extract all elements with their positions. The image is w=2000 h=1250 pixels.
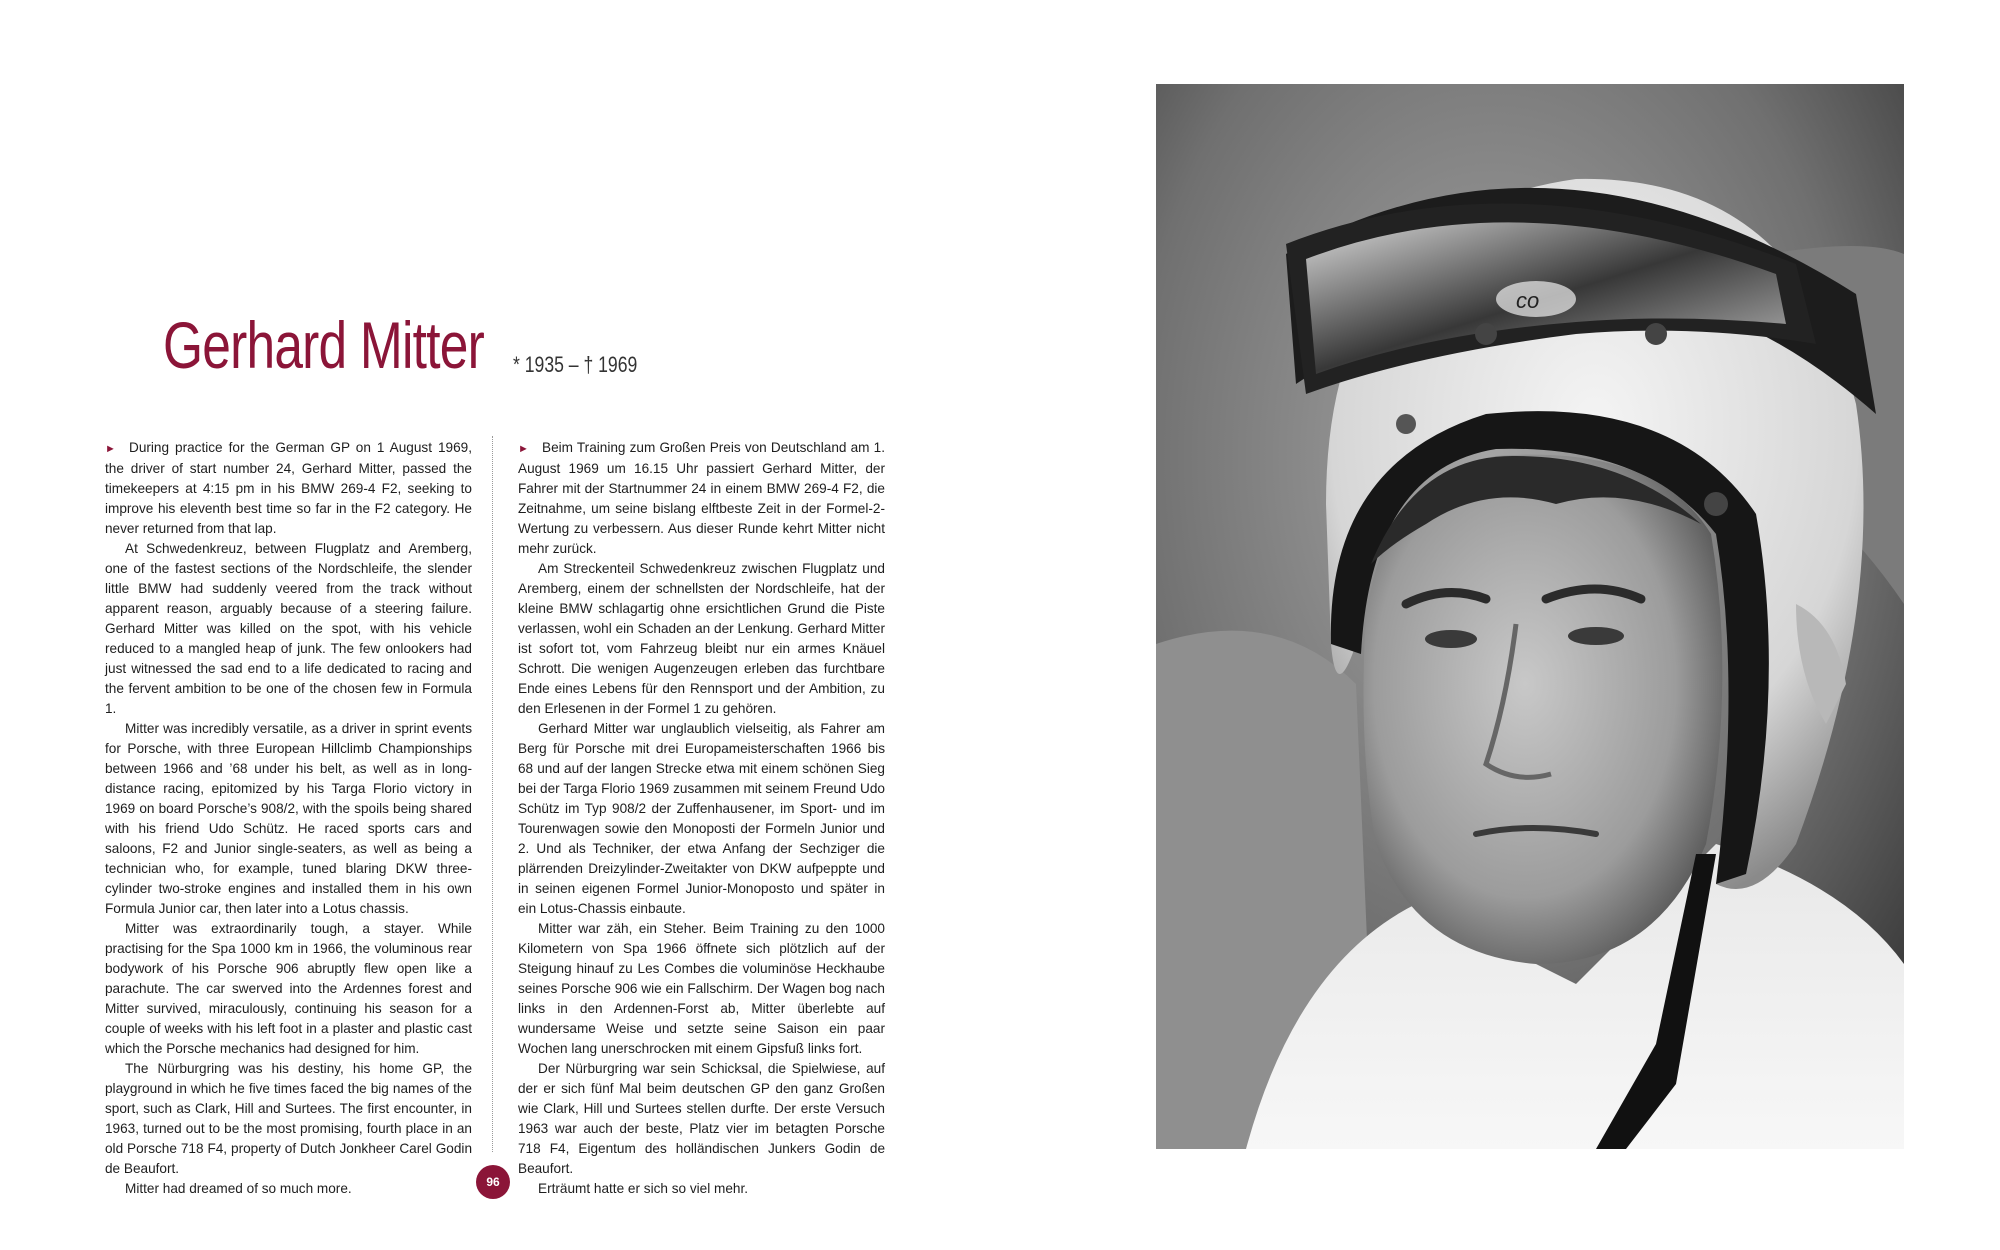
- german-paragraph: ► Beim Training zum Großen Preis von Deutschland am 1. August 1969 um 16.15 Uhr passiert Gerhard Mitter, der Fahrer mit der Startnummer 24 in einem BMW 269-4 F2, die Zeitnahme, um seine bislang elftbeste Zeit in der Formel-2-Wertung zu verbessern. Aus dieser Runde kehrt Mitter nicht mehr zurück.: [518, 440, 885, 556]
- page-number-badge: 96: [476, 1165, 510, 1199]
- german-paragraph: Am Streckenteil Schwedenkreuz zwischen Flugplatz und Aremberg, einem der schnellsten der Nordschleife, hat der kleine BMW schlagartig ohne ersichtlichen Grund die Piste verlassen, wohl ein Schaden an der Lenkung. Gerhard Mitter ist sofort tot, vom Fahrzeug bleibt nur ein armes Knäuel Schrott. Die wenigen Augenzeugen erleben das furchtbare Ende eines Lebens für den Rennsport und der Ambition, zu den Erlesenen in der Formel 1 zu gehören.: [518, 561, 885, 716]
- english-column: [105, 438, 472, 1199]
- german-column: [518, 438, 885, 1199]
- english-paragraph: The Nürburgring was his destiny, his home GP, the playground in which he five times faced the big names of the sport, such as Clark, Hill and Surtees. The first encounter, in 1963, turned out to be the most promising, fourth place in an old Porsche 718 F4, property of Dutch Jonkheer Carel Godin de Beaufort.: [105, 1061, 472, 1176]
- goggle-brand-text: co: [1516, 288, 1540, 313]
- german-paragraph: Der Nürburgring war sein Schicksal, die Spielwiese, auf der er sich fünf Mal beim deutschen GP den ganz Großen wie Clark, Hill und Surtees stellen durfte. Der erste Versuch 1963 war auch der beste, Platz vier im betagten Porsche 718 F4, Eigentum des holländischen Junkers Godin de Beaufort.: [518, 1061, 885, 1176]
- english-paragraph: Mitter had dreamed of so much more.: [125, 1181, 352, 1196]
- driver-portrait-photo: [1156, 84, 1904, 1149]
- portrait-illustration: [1156, 84, 1904, 1149]
- german-paragraph: Gerhard Mitter war unglaublich vielseitig, als Fahrer am Berg für Porsche mit drei Europameisterschaften 1966 bis 68 und auf der langen Strecke etwa mit einem schönen Sieg bei der Targa Florio 1969 zusammen mit seinem Freund Udo Schütz im Typ 908/2 der Zuffenhausener, im Sport- und im Tourenwagen sowie den Monoposti der Formeln Junior und 2. Und als Techniker, der etwa Anfang der Sechziger die plärrenden Dreizylinder-Zweitakter von DKW aufpeppte und in seinen eigenen Formel Junior-Monoposto und später in ein Lotus-Chassis einbaute.: [518, 721, 885, 916]
- bullet-arrow-icon: ►: [105, 443, 116, 455]
- life-dates: * 1935 – † 1969: [513, 352, 638, 377]
- column-divider: [492, 436, 493, 1152]
- page-title: Gerhard Mitter: [163, 308, 484, 382]
- bullet-arrow-icon: ►: [518, 443, 529, 455]
- english-paragraph: At Schwedenkreuz, between Flugplatz and Aremberg, one of the fastest sections of the Nordschleife, the slender little BMW had suddenly veered from the track without apparent reason, arguably because of a steering failure. Gerhard Mitter was killed on the spot, with his vehicle reduced to a mangled heap of junk. The few onlookers had just witnessed the sad end to a life dedicated to racing and the fervent ambition to be one of the chosen few in Formula 1.: [105, 541, 472, 716]
- english-paragraph: ► During practice for the German GP on 1 August 1969, the driver of start number 24, Gerhard Mitter, passed the timekeepers at 4:15 pm in his BMW 269-4 F2, seeking to improve his eleventh best time so far in the F2 category. He never returned from that lap.: [105, 440, 472, 536]
- english-paragraph: Mitter was extraordinarily tough, a stayer. While practising for the Spa 1000 km in 1966, the voluminous rear bodywork of his Porsche 906 abruptly flew open like a parachute. The car swerved into the Ardennes forest and Mitter survived, miraculously, continuing his season for a couple of weeks with his left foot in a plaster and plastic cast which the Porsche mechanics had designed for him.: [105, 921, 472, 1056]
- german-paragraph: Mitter war zäh, ein Steher. Beim Training zu den 1000 Kilometern von Spa 1966 öffnete sich plötzlich auf der Steigung hinauf zu Les Combes die voluminöse Heckhaube seines Porsche 906 wie ein Fallschirm. Der Wagen bog nach links in den Ardennen-Forst ab, Mitter überlebte auf wundersame Weise und setzte seine Saison ein paar Wochen lang unerschrocken mit einem Gipsfuß links fort.: [518, 921, 885, 1056]
- german-paragraph: Erträumt hatte er sich so viel mehr.: [538, 1181, 749, 1196]
- english-paragraph: Mitter was incredibly versatile, as a driver in sprint events for Porsche, with three European Hillclimb Championships between 1966 and ’68 under his belt, as well as in long-distance racing, epitomized by his Targa Florio victory in 1969 on board Porsche’s 908/2, with the spoils being shared with his friend Udo Schütz. He raced sports cars and saloons, F2 and Junior single-seaters, as well as being a technician who, for example, tuned blaring DKW three-cylinder two-stroke engines and installed them in his own Formula Junior car, then later into a Lotus chassis.: [105, 721, 472, 916]
